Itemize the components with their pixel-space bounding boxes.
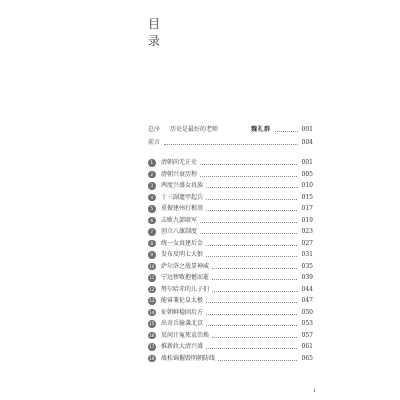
front-matter-page: 001 <box>301 126 313 133</box>
chapter-number-badge: 11 <box>149 275 155 280</box>
chapter-title: 发布反明七大恨 <box>161 251 204 258</box>
chapter-title: 两度兴盛女真族 <box>161 182 204 189</box>
toc-heading-line2: 录 <box>148 34 162 48</box>
dot-leader <box>206 199 297 200</box>
chapter-number-badge: 10 <box>149 263 155 269</box>
chapter-item[interactable] <box>148 353 313 365</box>
page-number: 1 <box>313 388 317 394</box>
dot-leader <box>206 245 297 246</box>
chapter-item[interactable] <box>148 192 313 204</box>
chapter-page: 065 <box>301 354 313 362</box>
chapter-title: 出奇兵偷袭北京 <box>161 320 204 327</box>
chapter-item[interactable] <box>148 157 313 169</box>
chapter-title: 推新政大清兴盛 <box>161 343 204 350</box>
chapter-number-badge: 16 <box>149 332 155 338</box>
chapter-number-badge: 2 <box>148 171 156 179</box>
chapter-item[interactable] <box>148 169 313 181</box>
chapter-number-badge: 5 <box>148 205 156 213</box>
chapter-number-badge: 1 <box>148 159 156 167</box>
front-matter-page: 004 <box>301 139 313 146</box>
chapter-page: 001 <box>301 159 313 166</box>
chapter-item[interactable] <box>148 203 313 215</box>
chapter-number-badge: 12 <box>149 286 155 292</box>
chapter-page: 023 <box>301 228 313 235</box>
chapter-item[interactable] <box>148 261 313 273</box>
chapter-item[interactable] <box>148 318 313 330</box>
chapter-title: 清朝尚无正史 <box>161 159 198 166</box>
dot-leader <box>200 222 297 223</box>
front-matter-item-preface-general[interactable] <box>148 123 313 136</box>
chapter-title: 战松锦摧毁明朝防线 <box>161 354 216 362</box>
dot-leader <box>218 360 297 361</box>
chapter-number-badge: 4 <box>148 194 156 202</box>
dot-leader <box>275 131 298 132</box>
toc-heading <box>148 16 161 50</box>
front-matter-label: 总序 <box>148 126 161 133</box>
chapter-title: 征朝鲜稳固后方 <box>161 308 204 316</box>
chapter-title: 击败九部联军 <box>161 216 198 224</box>
chapter-item[interactable] <box>148 238 313 250</box>
chapter-item[interactable] <box>148 180 313 192</box>
chapter-item[interactable] <box>148 341 313 353</box>
dot-leader <box>206 348 297 349</box>
chapter-title: 统一女真建后金 <box>161 239 204 247</box>
chapter-page: 027 <box>301 239 313 247</box>
dot-leader <box>206 302 297 303</box>
chapter-page: 061 <box>301 343 313 350</box>
chapter-page: 019 <box>301 216 313 224</box>
chapter-item[interactable] <box>148 272 313 284</box>
front-matter-author: 魏礼群 <box>251 126 271 133</box>
chapter-number-badge: 8 <box>148 240 156 248</box>
chapter-page: 017 <box>301 205 313 212</box>
front-matter-list <box>148 123 313 149</box>
chapter-page: 031 <box>301 251 313 258</box>
chapter-page: 044 <box>301 285 313 293</box>
dot-leader <box>206 256 297 257</box>
chapter-page: 057 <box>301 331 313 339</box>
chapter-page: 053 <box>301 320 313 327</box>
chapter-number-badge: 3 <box>148 182 156 190</box>
dot-leader <box>212 268 297 269</box>
dot-leader <box>206 314 297 315</box>
dot-leader <box>206 325 297 326</box>
chapter-item[interactable] <box>148 249 313 261</box>
chapter-page: 039 <box>301 274 313 281</box>
dot-leader <box>212 337 297 338</box>
front-matter-label: 前言 <box>148 139 161 146</box>
chapter-title: 萨尔浒之战显神威 <box>161 262 210 270</box>
chapter-title: 重振建州打根基 <box>161 205 204 212</box>
dot-leader <box>212 279 297 280</box>
chapter-number-badge: 18 <box>149 355 155 361</box>
chapter-number-badge: 9 <box>148 251 156 259</box>
chapter-title: 清朝兴衰历程 <box>161 170 198 178</box>
chapter-item[interactable] <box>148 215 313 227</box>
chapter-page: 015 <box>301 193 313 201</box>
chapter-item[interactable] <box>148 226 313 238</box>
chapter-title: 努尔哈赤的儿子们 <box>161 285 210 293</box>
chapter-title: 十三副遗甲起兵 <box>161 193 204 201</box>
dot-leader <box>164 144 298 145</box>
chapter-page: 035 <box>301 262 313 270</box>
toc-heading-line1: 目 <box>148 17 162 31</box>
chapter-page: 010 <box>301 182 313 189</box>
dot-leader <box>200 233 297 234</box>
chapter-item[interactable] <box>148 284 313 296</box>
dot-leader <box>206 210 297 211</box>
chapter-number-badge: 13 <box>149 298 155 303</box>
chapter-number-badge: 7 <box>148 228 156 236</box>
dot-leader <box>212 291 297 292</box>
chapter-item[interactable] <box>148 307 313 319</box>
chapter-page: 047 <box>301 297 313 304</box>
dot-leader <box>206 187 297 188</box>
front-matter-title: 历史是最好的老师 <box>170 126 219 133</box>
chapter-number-badge: 6 <box>148 217 156 225</box>
dot-leader <box>200 176 297 177</box>
chapter-title: 反间计冤死袁崇焕 <box>161 331 210 339</box>
chapter-list <box>148 157 313 364</box>
chapter-title: 创立八旗制度 <box>161 228 198 235</box>
chapter-page: 005 <box>301 170 313 178</box>
front-matter-item-foreword[interactable] <box>148 136 313 149</box>
chapter-number-badge: 15 <box>149 321 155 326</box>
chapter-number-badge: 17 <box>149 344 155 349</box>
chapter-title: 宁远惨败抱憾而逝 <box>161 274 210 281</box>
chapter-number-badge: 14 <box>149 309 155 315</box>
chapter-title: 能睿兼伦皇太极 <box>161 297 204 304</box>
chapter-item[interactable] <box>148 295 313 307</box>
chapter-page: 050 <box>301 308 313 316</box>
dot-leader <box>200 164 297 165</box>
chapter-item[interactable] <box>148 330 313 342</box>
